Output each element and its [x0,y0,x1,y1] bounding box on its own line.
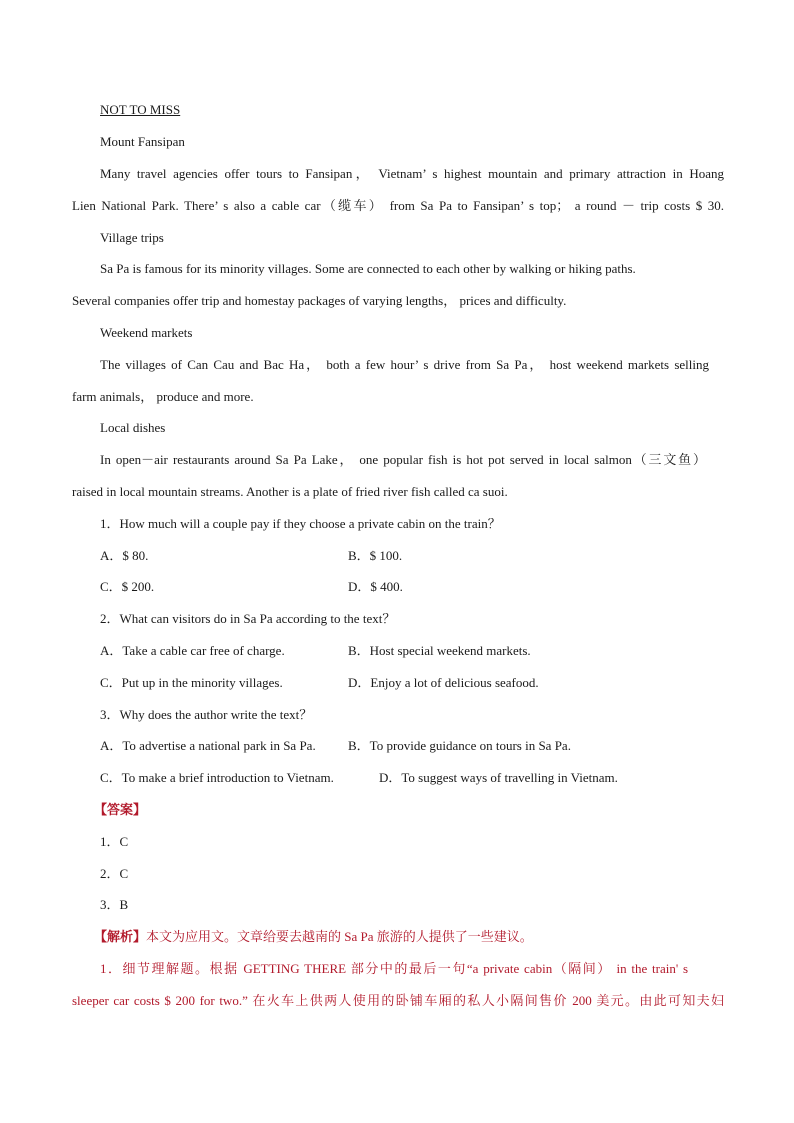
question-3-option-b: B．To provide guidance on tours in Sa Pa. [348,738,571,753]
answer-2: 2．C [100,866,129,881]
question-3-option-d: D．To suggest ways of travelling in Vietnam. [379,770,618,785]
question-2-option-c: C．Put up in the minority villages. [100,675,283,690]
question-1-option-c: C．$ 200. [100,579,155,594]
answer-3: 3．B [100,897,129,912]
village-trips-text-line1: Sa Pa is famous for its minority villages. Some are connected to each other by walking or hiking paths. [100,261,636,276]
question-1-option-a: A．$ 80. [100,548,149,563]
weekend-markets-title: Weekend markets [100,325,193,340]
analysis-detail-line1: 1．细节理解题。根据 GETTING THERE 部分中的最后一句“a private cabin（隔间） in the train' s [100,961,688,976]
question-1: 1．How much will a couple pay if they choose a private cabin on the train？ [100,516,501,531]
question-3-option-a: A．To advertise a national park in Sa Pa. [100,738,316,753]
local-dishes-text-line1: In open－air restaurants around Sa Pa Lake， one popular fish is hot pot served in local salmon（三文鱼） [100,452,706,467]
question-3: 3．Why does the author write the text？ [100,707,313,722]
question-2-option-a: A．Take a cable car free of charge. [100,643,285,658]
mount-fansipan-title: Mount Fansipan [100,134,185,149]
question-1-option-b: B．$ 100. [348,548,403,563]
question-1-option-d: D．$ 400. [348,579,403,594]
local-dishes-text-line2: raised in local mountain streams. Another is a plate of fried river fish called ca suoi. [72,484,508,499]
section-heading-not-to-miss: NOT TO MISS [100,102,181,117]
weekend-markets-text-line2: farm animals， produce and more. [72,389,254,404]
local-dishes-title: Local dishes [100,420,166,435]
mount-fansipan-text-line2: Lien National Park. There’ s also a cable car（缆车） from Sa Pa to Fansipan’ s top； a round － trip costs $ 30. [72,198,724,213]
analysis-line [94,928,533,946]
village-trips-title: Village trips [100,230,164,245]
analysis-label: 【解析】 [94,929,147,944]
mount-fansipan-text-line1: Many travel agencies offer tours to Fansipan， Vietnam’ s highest mountain and primary attraction in Hoang [100,166,724,181]
weekend-markets-text-line1: The villages of Can Cau and Bac Ha， both a few hour’ s drive from Sa Pa， host weekend markets selling [100,357,709,372]
question-2-option-d: D．Enjoy a lot of delicious seafood. [348,675,539,690]
village-trips-text-line2: Several companies offer trip and homestay packages of varying lengths， prices and difficulty. [72,293,567,308]
answer-label: 【答案】 [94,802,147,817]
answer-1: 1．C [100,834,129,849]
question-2: 2．What can visitors do in Sa Pa according to the text？ [100,611,396,626]
question-2-option-b: B．Host special weekend markets. [348,643,531,658]
analysis-intro: 本文为应用文。文章给要去越南的 Sa Pa 旅游的人提供了一些建议。 [146,929,533,944]
question-3-option-c: C．To make a brief introduction to Vietnam. [100,770,334,785]
analysis-detail-line2: sleeper car costs $ 200 for two.” 在火车上供两人使用的卧铺车厢的私人小隔间售价 200 美元。由此可知夫妇 [72,993,724,1008]
